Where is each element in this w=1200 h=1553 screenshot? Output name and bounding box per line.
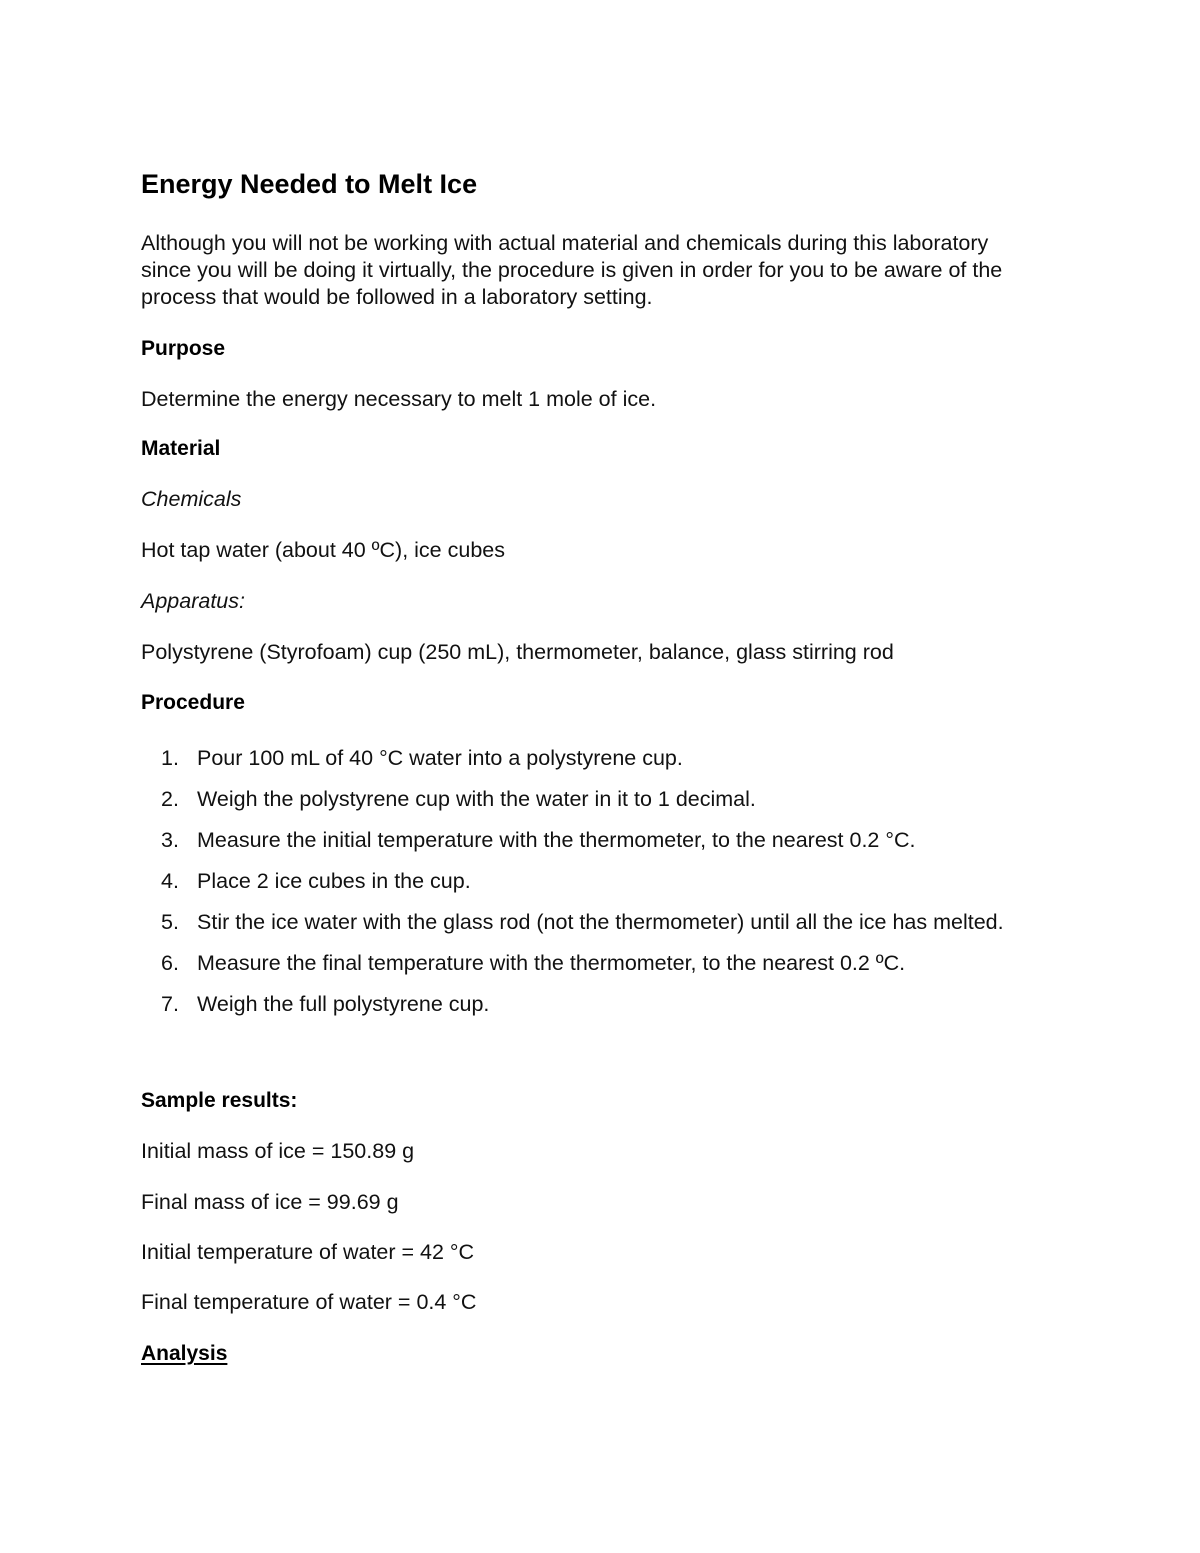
procedure-steps-list (141, 738, 1041, 1025)
initial-temperature-result: Initial temperature of water = 42 °C (141, 1240, 475, 1264)
procedure-step (141, 943, 1041, 984)
final-temperature-result: Final temperature of water = 0.4 °C (141, 1290, 477, 1314)
procedure-step (141, 779, 1041, 820)
step-number: 5. (161, 910, 179, 934)
step-text: Measure the initial temperature with the thermometer, to the nearest 0.2 °C. (197, 828, 916, 852)
step-number: 1. (161, 746, 179, 770)
purpose-heading: Purpose (141, 337, 226, 360)
step-text: Weigh the full polystyrene cup. (197, 992, 490, 1016)
chemicals-text: Hot tap water (about 40 ºC), ice cubes (141, 538, 505, 562)
step-text: Place 2 ice cubes in the cup. (197, 869, 471, 893)
procedure-step (141, 861, 1041, 902)
purpose-text: Determine the energy necessary to melt 1 mole of ice. (141, 387, 657, 411)
step-number: 4. (161, 869, 179, 893)
step-number: 7. (161, 992, 179, 1016)
step-text: Weigh the polystyrene cup with the water in it to 1 decimal. (197, 787, 756, 811)
sample-results-heading: Sample results: (141, 1089, 298, 1112)
initial-mass-result: Initial mass of ice = 150.89 g (141, 1139, 415, 1163)
step-text: Pour 100 mL of 40 °C water into a polystyrene cup. (197, 746, 683, 770)
step-number: 6. (161, 951, 179, 975)
step-number: 2. (161, 787, 179, 811)
document-page (141, 0, 1041, 1553)
step-text: Stir the ice water with the glass rod (not the thermometer) until all the ice has melted. (197, 910, 1004, 934)
document-title: Energy Needed to Melt Ice (141, 169, 478, 199)
analysis-heading: Analysis (141, 1342, 228, 1365)
intro-paragraph: Although you will not be working with actual material and chemicals during this laboratory since you will be doing it virtually, the procedure is given in order for you to be aware of the process that would be followed in a laboratory setting. (141, 231, 1003, 309)
step-number: 3. (161, 828, 179, 852)
procedure-step (141, 738, 1041, 779)
final-mass-result: Final mass of ice = 99.69 g (141, 1190, 399, 1214)
procedure-step (141, 902, 1041, 943)
procedure-step (141, 984, 1041, 1025)
apparatus-text: Polystyrene (Styrofoam) cup (250 mL), thermometer, balance, glass stirring rod (141, 640, 894, 664)
chemicals-label: Chemicals (141, 487, 242, 511)
step-text: Measure the final temperature with the thermometer, to the nearest 0.2 ºC. (197, 951, 906, 975)
apparatus-label: Apparatus: (141, 589, 245, 613)
procedure-heading: Procedure (141, 691, 245, 714)
procedure-step (141, 820, 1041, 861)
material-heading: Material (141, 437, 221, 460)
